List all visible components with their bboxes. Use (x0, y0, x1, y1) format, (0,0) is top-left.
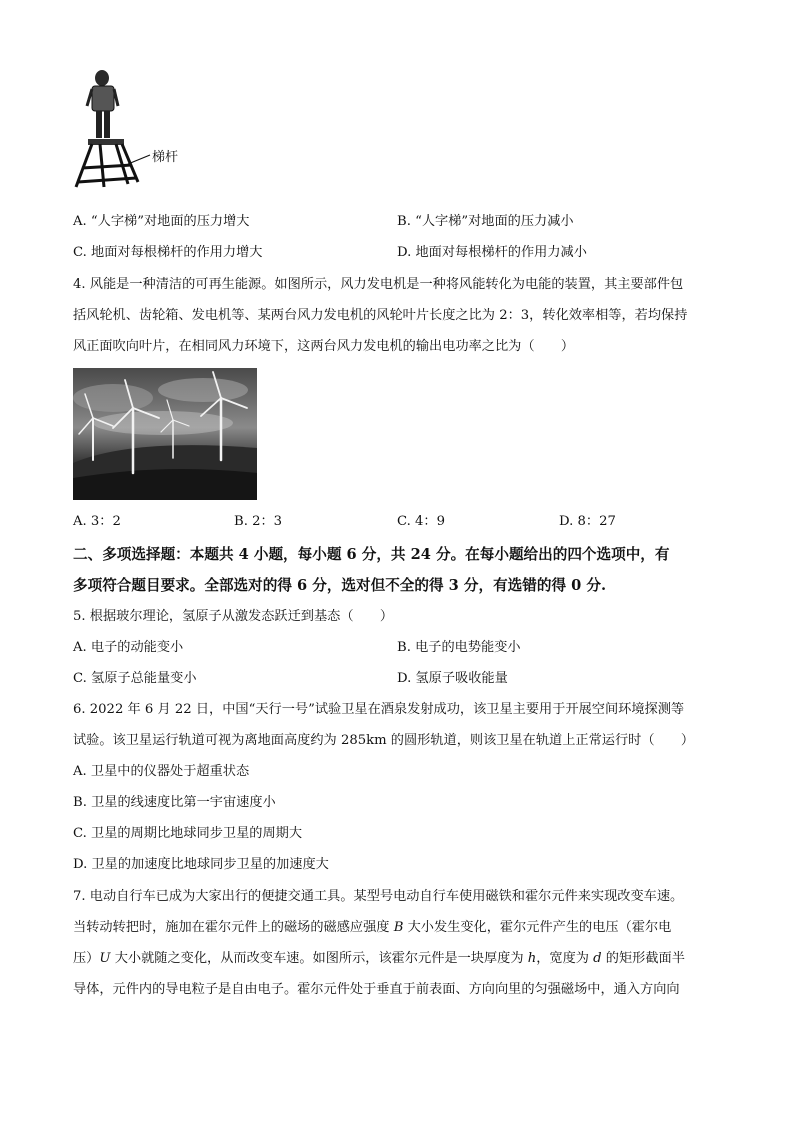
q5-option-b: B. 电子的电势能变小 (397, 640, 521, 655)
var-d: d (593, 951, 602, 966)
q4-stem-line-1: 4. 风能是一种清洁的可再生能源。如图所示，风力发电机是一种将风能转化为电能的装置，其主要部件包 (73, 277, 684, 292)
q4-option-b: B. 2：3 (234, 514, 283, 529)
q6-stem-line-1: 6. 2022 年 6 月 22 日，中国“天行一号”试验卫星在酒泉发射成功，该卫星主要用于开展空间环境探测等 (73, 702, 685, 717)
q5-stem: 5. 根据玻尔理论，氢原子从激发态跃迁到基态（ ） (73, 609, 394, 624)
q6-option-d: D. 卫星的加速度比地球同步卫星的加速度大 (73, 857, 329, 872)
q4-option-c: C. 4：9 (397, 514, 445, 529)
q6-option-c: C. 卫星的周期比地球同步卫星的周期大 (73, 826, 303, 841)
person-head (95, 70, 109, 86)
section-2-heading-line-1: 二、多项选择题：本题共 4 小题，每小题 6 分，共 24 分。在每小题给出的四个选项中，有 (73, 546, 670, 563)
q5-option-a: A. 电子的动能变小 (73, 640, 184, 655)
q7-stem-line-1: 7. 电动自行车已成为大家出行的便捷交通工具。某型号电动自行车使用磁铁和霍尔元件来实现改变车速。 (73, 889, 684, 904)
var-b: B (393, 920, 404, 935)
q3-option-b: B. “人字梯”对地面的压力减小 (397, 214, 574, 229)
q7-stem-line-4: 导体，元件内的导电粒子是自由电子。霍尔元件处于垂直于前表面、方向向里的匀强磁场中，通入方向向 (73, 982, 680, 997)
person-legs (96, 111, 102, 138)
q6-stem-line-2: 试验。该卫星运行轨道可视为离地面高度约为 285km 的圆形轨道，则该卫星在轨道上正常运行时（ ） (73, 733, 695, 748)
q6-option-a: A. 卫星中的仪器处于超重状态 (73, 764, 250, 779)
label-pointer-line (128, 155, 150, 164)
ladder-rod-label: 梯杆 (152, 150, 179, 165)
ladder (76, 144, 138, 187)
section-2-heading-line-2: 多项符合题目要求。全部选对的得 6 分，选对但不全的得 3 分，有选错的得 0 分. (73, 577, 607, 594)
q4-stem-line-3: 风正面吹向叶片，在相同风力环境下，这两台风力发电机的输出电功率之比为（ ） (73, 339, 575, 354)
q5-option-c: C. 氢原子总能量变小 (73, 671, 197, 686)
person-torso (92, 86, 114, 111)
q4-stem-line-2: 括风轮机、齿轮箱、发电机等、某两台风力发电机的风轮叶片长度之比为 2：3，转化效率相等，若均保持 (73, 308, 688, 323)
var-h: h (527, 951, 537, 966)
q3-option-d: D. 地面对每根梯杆的作用力减小 (397, 245, 587, 260)
q3-option-c: C. 地面对每根梯杆的作用力增大 (73, 245, 263, 260)
q7-stem-line-2: 当转动转把时，施加在霍尔元件上的磁场的磁感应强度 B 大小发生变化，霍尔元件产生的电压（霍尔电 (73, 920, 672, 935)
q4-option-a: A. 3：2 (73, 514, 121, 529)
q4-option-d: D. 8：27 (559, 514, 616, 529)
wind-turbine-photo (73, 368, 257, 500)
q6-option-b: B. 卫星的线速度比第一宇宙速度小 (73, 795, 276, 810)
q7-stem-line-3: 压）U 大小就随之变化，从而改变车速。如图所示，该霍尔元件是一块厚度为 h，宽度为 d 的矩形截面半 (73, 951, 685, 966)
person-on-ladder-figure (70, 64, 200, 194)
q3-option-a: A. “人字梯”对地面的压力增大 (73, 214, 250, 229)
q5-option-d: D. 氢原子吸收能量 (397, 671, 508, 686)
var-u: U (99, 951, 111, 966)
